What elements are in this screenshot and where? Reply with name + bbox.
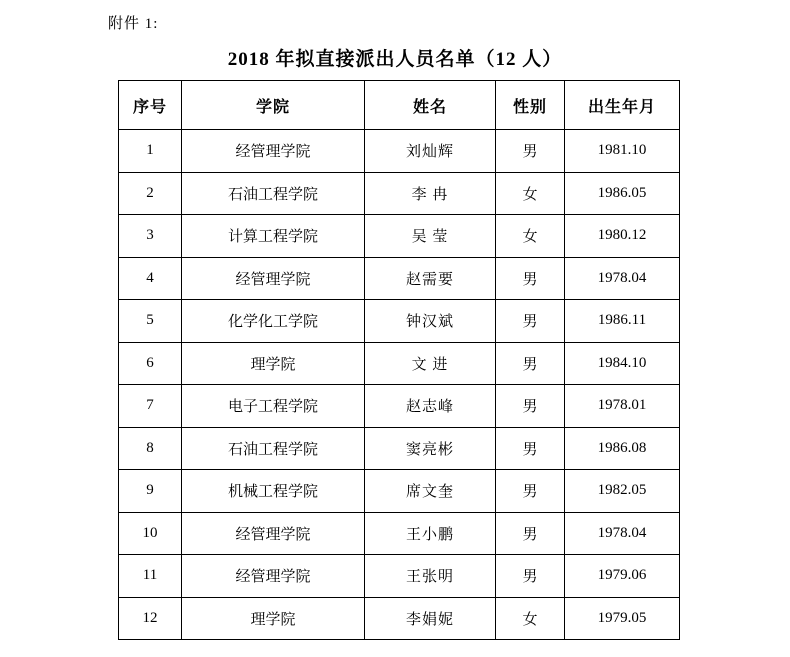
cell-name: 吴 莹 <box>365 215 496 258</box>
cell-gender: 女 <box>496 172 565 215</box>
cell-gender: 男 <box>496 555 565 598</box>
cell-college: 化学化工学院 <box>182 300 365 343</box>
column-header-college: 学院 <box>182 81 365 130</box>
cell-birth: 1979.05 <box>565 597 680 640</box>
cell-name: 窦亮彬 <box>365 427 496 470</box>
cell-seq: 3 <box>119 215 182 258</box>
cell-college: 电子工程学院 <box>182 385 365 428</box>
cell-college: 理学院 <box>182 342 365 385</box>
cell-name: 李娟妮 <box>365 597 496 640</box>
cell-college: 经管理学院 <box>182 130 365 173</box>
table-row <box>119 215 680 258</box>
cell-gender: 男 <box>496 130 565 173</box>
table-row <box>119 300 680 343</box>
table-header <box>119 81 680 130</box>
cell-seq: 11 <box>119 555 182 598</box>
cell-gender: 男 <box>496 512 565 555</box>
cell-name: 席文奎 <box>365 470 496 513</box>
roster-table-container <box>118 80 674 640</box>
cell-birth: 1979.06 <box>565 555 680 598</box>
cell-birth: 1980.12 <box>565 215 680 258</box>
cell-birth: 1978.04 <box>565 257 680 300</box>
column-header-gender: 性别 <box>496 81 565 130</box>
cell-name: 钟汉斌 <box>365 300 496 343</box>
cell-name: 刘灿辉 <box>365 130 496 173</box>
cell-seq: 1 <box>119 130 182 173</box>
cell-name: 李 冉 <box>365 172 496 215</box>
cell-gender: 男 <box>496 470 565 513</box>
cell-seq: 9 <box>119 470 182 513</box>
table-row <box>119 597 680 640</box>
table-row <box>119 470 680 513</box>
cell-birth: 1984.10 <box>565 342 680 385</box>
cell-birth: 1986.11 <box>565 300 680 343</box>
cell-college: 经管理学院 <box>182 257 365 300</box>
table-body <box>119 130 680 640</box>
cell-seq: 4 <box>119 257 182 300</box>
cell-seq: 8 <box>119 427 182 470</box>
column-header-name: 姓名 <box>365 81 496 130</box>
table-row <box>119 257 680 300</box>
cell-name: 文 进 <box>365 342 496 385</box>
cell-birth: 1978.01 <box>565 385 680 428</box>
table-row <box>119 130 680 173</box>
table-row <box>119 342 680 385</box>
cell-gender: 男 <box>496 385 565 428</box>
cell-college: 经管理学院 <box>182 555 365 598</box>
cell-gender: 男 <box>496 300 565 343</box>
table-row <box>119 512 680 555</box>
cell-seq: 5 <box>119 300 182 343</box>
cell-gender: 男 <box>496 342 565 385</box>
cell-name: 王小鹏 <box>365 512 496 555</box>
cell-gender: 男 <box>496 257 565 300</box>
cell-birth: 1981.10 <box>565 130 680 173</box>
cell-seq: 10 <box>119 512 182 555</box>
cell-gender: 女 <box>496 597 565 640</box>
cell-birth: 1978.04 <box>565 512 680 555</box>
cell-college: 石油工程学院 <box>182 427 365 470</box>
cell-seq: 12 <box>119 597 182 640</box>
table-row <box>119 427 680 470</box>
cell-name: 赵需要 <box>365 257 496 300</box>
column-header-birth: 出生年月 <box>565 81 680 130</box>
cell-gender: 男 <box>496 427 565 470</box>
cell-college: 石油工程学院 <box>182 172 365 215</box>
cell-seq: 7 <box>119 385 182 428</box>
table-row <box>119 555 680 598</box>
cell-college: 理学院 <box>182 597 365 640</box>
cell-name: 赵志峰 <box>365 385 496 428</box>
attachment-label: 附件 1: <box>108 16 159 32</box>
cell-birth: 1986.05 <box>565 172 680 215</box>
table-row <box>119 172 680 215</box>
cell-gender: 女 <box>496 215 565 258</box>
roster-table <box>118 80 680 640</box>
table-header-row <box>119 81 680 130</box>
cell-seq: 6 <box>119 342 182 385</box>
cell-college: 计算工程学院 <box>182 215 365 258</box>
cell-college: 机械工程学院 <box>182 470 365 513</box>
cell-birth: 1986.08 <box>565 427 680 470</box>
cell-college: 经管理学院 <box>182 512 365 555</box>
page-title: 2018 年拟直接派出人员名单（12 人） <box>227 49 563 70</box>
column-header-seq: 序号 <box>119 81 182 130</box>
cell-name: 王张明 <box>365 555 496 598</box>
cell-birth: 1982.05 <box>565 470 680 513</box>
cell-seq: 2 <box>119 172 182 215</box>
table-row <box>119 385 680 428</box>
